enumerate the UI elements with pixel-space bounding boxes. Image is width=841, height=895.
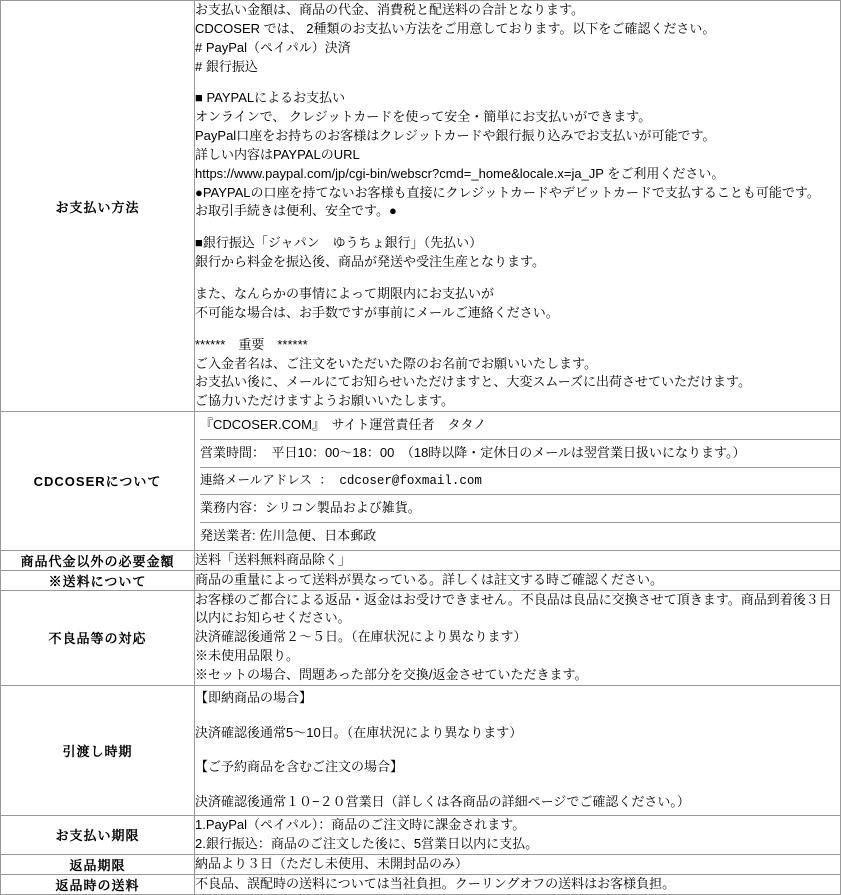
spacer [195, 745, 840, 755]
defect-line: 決済確認後通常２〜５日。（在庫状況により異なります） [195, 629, 527, 645]
payment-line: ■ PAYPALによるお支払い [195, 90, 346, 106]
payment-line: ●PAYPALの口座を持てないお客様も直接にクレジットカードやデビットカードで支払することも可能です。 [195, 184, 820, 200]
about-item: 発送業者: 佐川急便、日本郵政 [200, 527, 377, 543]
payment-line: また、なんらかの事情によって期限内にお支払いが [195, 285, 495, 301]
about-item: 『CDCOSER.COM』 サイト運営責任者 タタノ [200, 412, 840, 440]
row-label-return-deadline: 返品期限 [1, 854, 195, 874]
spacer [195, 272, 840, 285]
row-value-defect [195, 590, 841, 685]
row-value-return-deadline: 納品より３日（ただし未使用、未開封品のみ） [195, 854, 841, 874]
delivery-line: 決済確認後通常5〜10日。（在庫状況により異なります） [195, 724, 523, 740]
row-value-return-shipping: 不良品、誤配時の送料については当社負担。クーリングオフの送料はお客様負担。 [195, 874, 841, 894]
row-value-payment-deadline [195, 816, 841, 855]
about-item-email: 連絡メールアドレス ： cdcoser@foxmail.com [200, 468, 840, 495]
payment-line: CDCOSER では、 2種類のお支払い方法をご用意しております。以下をご確認ください。 [195, 20, 716, 36]
spacer [195, 780, 840, 790]
table-row-shipping [1, 570, 841, 590]
payment-line: ■銀行振込「ジャパン ゆうちょ銀行」（先払い） [195, 235, 483, 251]
defect-line: ※セットの場合、問題あった部分を交換/返金させていただきます。 [195, 666, 588, 682]
row-label-delivery: 引渡し時期 [1, 685, 195, 815]
row-value-extra-fee: 送料「送料無料商品除く」 [195, 550, 841, 570]
table-row-payment-deadline [1, 816, 841, 855]
row-label-return-shipping: 返品時の送料 [1, 874, 195, 894]
table-row-defect [1, 590, 841, 685]
defect-line: お客様のご都合による返品・返金はお受けできません。不良品は良品に交換させて頂きます。商品到着後３日以内にお知らせください。 [195, 591, 832, 626]
defect-line: ※未使用品限り。 [195, 648, 300, 664]
row-label-defect: 不良品等の対応 [1, 590, 195, 685]
about-item: 営業時間： 平日10：00〜18：00 （18時以降・定休日のメールは翌営業日扱いになります。） [200, 440, 840, 468]
row-value-delivery [195, 685, 841, 815]
delivery-line: 【ご予約商品を含むご注文の場合】 [195, 759, 404, 775]
row-value-payment-method [195, 1, 841, 412]
delivery-line: 【即納商品の場合】 [195, 689, 313, 705]
payment-line: 詳しい内容はPAYPALのURL [195, 146, 360, 162]
delivery-line: 決済確認後通常１０−２０営業日（詳しくは各商品の詳細ページでご確認ください。） [195, 794, 690, 810]
spacer [195, 76, 840, 89]
payment-deadline-line: 2.銀行振込：商品のご注文した後に、5営業日以内に支払。 [195, 835, 539, 851]
payment-line: お支払い後に、メールにてお知らせいただけますと、大変スムーズに出荷させていただけます。 [195, 374, 752, 390]
row-label-payment-deadline: お支払い期限 [1, 816, 195, 855]
payment-line: ****** 重要 ****** [195, 336, 308, 352]
payment-line: お支払い金額は、商品の代金、消費税と配送料の合計となります。 [195, 2, 584, 17]
table-row-delivery [1, 685, 841, 815]
row-label-shipping: ※送料について [1, 570, 195, 590]
row-label-about: CDCOSERについて [1, 412, 195, 551]
payment-line: # 銀行振込 [195, 58, 258, 74]
row-label-extra-fee: 商品代金以外の必要金額 [1, 550, 195, 570]
payment-line: ご協力いただけますようお願いいたします。 [195, 393, 454, 409]
payment-line: オンラインで、 クレジットカードを使って安全・簡単にお支払いができます。 [195, 109, 652, 125]
payment-line: PayPal口座をお持ちのお客様はクレジットカードや銀行振り込みでお支払いが可能です。 [195, 128, 716, 144]
payment-line: お取引手続きは便利、安全です。● [195, 203, 397, 219]
payment-line: # PayPal（ペイパル）決済 [195, 39, 351, 55]
paypal-url-line: https://www.paypal.com/jp/cgi-bin/webscr?cmd=_home&locale.x=ja_JP をご利用ください。 [195, 165, 725, 181]
payment-deadline-line: 1.PayPal（ペイパル）：商品のご注文時に課金されます。 [195, 817, 526, 833]
table-row-extra-fee [1, 550, 841, 570]
payment-line: 銀行から料金を振込後、商品が発送や受注生産となります。 [195, 254, 545, 270]
row-value-about [195, 412, 841, 551]
spacer [195, 711, 840, 721]
payment-line: ご入金者名は、ご注文をいただいた際のお名前でお願いいたします。 [195, 355, 597, 371]
spacer [195, 323, 840, 336]
table-row-payment-method [1, 1, 841, 412]
row-value-shipping: 商品の重量によって送料が異なっている。詳しくは註文する時ご確認ください。 [195, 570, 841, 590]
table-row-about [1, 412, 841, 551]
table-row-return-shipping [1, 874, 841, 894]
about-item: 業務内容：シリコン製品および雑貨。 [200, 495, 840, 523]
table-row-return-deadline [1, 854, 841, 874]
row-label-payment-method: お支払い方法 [1, 1, 195, 412]
payment-line: 不可能な場合は、お手数ですが事前にメールご連絡ください。 [195, 304, 559, 320]
spacer [195, 221, 840, 234]
